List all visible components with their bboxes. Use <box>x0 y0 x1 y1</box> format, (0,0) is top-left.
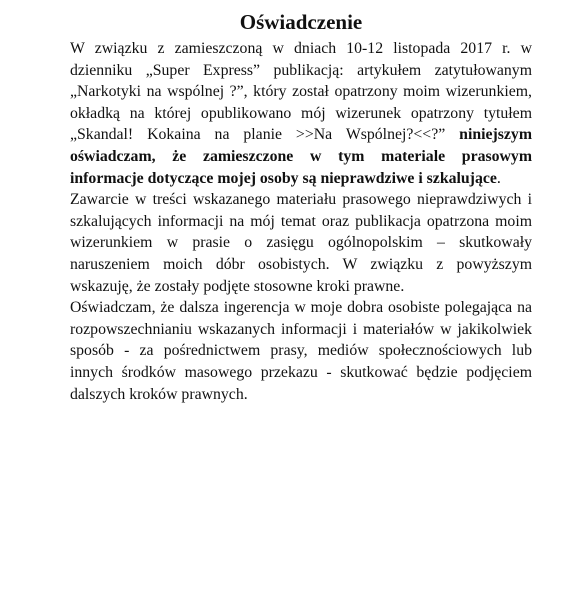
paragraph-1 <box>70 38 532 189</box>
paragraph-2: Zawarcie w treści wskazanego materiału prasowego nieprawdziwych i szkalujących informacji na mój temat oraz publikacja opatrzona moim wizerunkiem w prasie o zasięgu ogólnopolskim – skutkowały naruszeniem moich dóbr osobistych. W związku z powyższym wskazuję, że zostały podjęte stosowne kroki prawne. <box>70 191 532 295</box>
document-title: Oświadczenie <box>239 10 363 34</box>
paragraph-1-end: . <box>496 169 501 187</box>
paragraph-3: Oświadczam, że dalsza ingerencja w moje dobra osobiste polegająca na rozpowszechnianiu wskazanych informacji i materiałów w jakikolwiek sposób - za pośrednictwem prasy, mediów społecznościowych lub innych środków masowego przekazu - skutkować będzie podjęciem dalszych kroków prawnych. <box>70 299 532 403</box>
paragraph-1-text: W związku z zamieszczoną w dniach 10-12 listopada 2017 r. w dzienniku „Super Express” publikacją: artykułem zatytułowanym „Narkotyki na wspólnej ?”, który został opatrzony moim wizerunkiem, okładką na której opublikowano mój wizerunek opatrzony tytułem „Skandal! Kokaina na planie >>Na Wspólnej?<<?” <box>70 40 532 144</box>
paragraph-1-bold-statement: niniejszym oświadczam, że zamieszczone w tym materiale prasowym informacje dotyczące mojej osoby są nieprawdziwe i szkalujące <box>70 126 532 187</box>
statement-document <box>70 8 532 405</box>
